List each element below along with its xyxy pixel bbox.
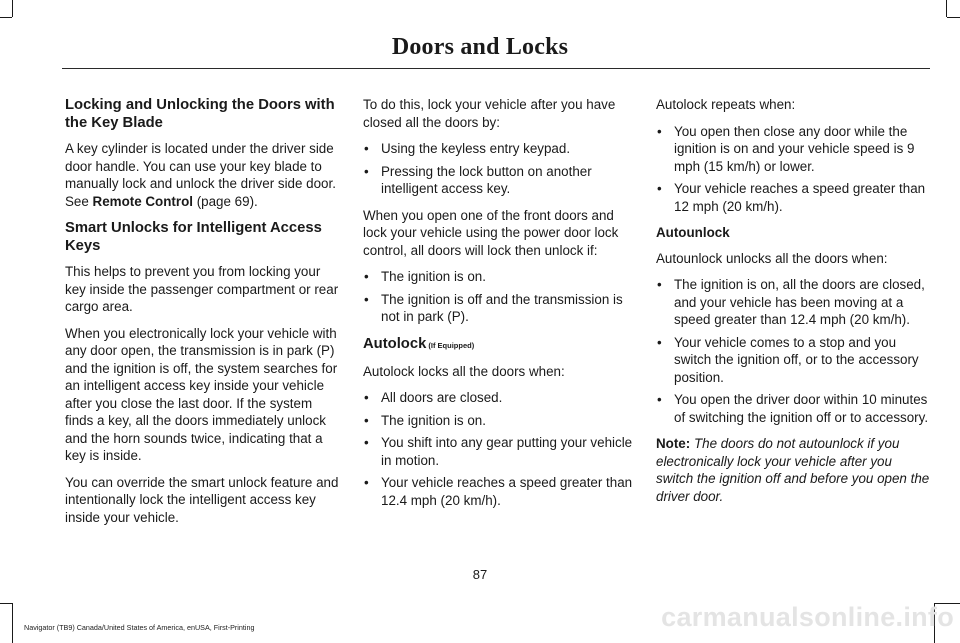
paragraph-key-cylinder bbox=[65, 140, 341, 210]
list-autolock-conditions bbox=[363, 389, 639, 509]
crop-mark-bottom-left-v bbox=[12, 603, 13, 643]
list-item: • Using the keyless entry keypad. bbox=[363, 140, 639, 158]
crop-mark-bottom-left-h bbox=[0, 603, 12, 604]
crop-mark-top-left-v bbox=[12, 0, 13, 17]
list-item: • Your vehicle comes to a stop and you switch the ignition off, or to the accessory position. bbox=[656, 334, 932, 387]
paragraph-prevent-locking: This helps to prevent you from locking your key inside the passenger compartment or rear cargo area. bbox=[65, 264, 339, 314]
crop-mark-top-left-h bbox=[0, 17, 12, 18]
page-header-title: Doors and Locks bbox=[391, 34, 569, 60]
heading-autolock bbox=[363, 335, 639, 355]
remote-control-link[interactable]: Remote Control bbox=[92, 193, 193, 209]
note-text: The doors do not autounlock if you electronically lock your vehicle after you switch the ignition off and before you open the driver door. bbox=[656, 436, 930, 504]
note-label: Note: bbox=[656, 436, 691, 451]
list-unlock-conditions bbox=[363, 268, 639, 326]
column-3 bbox=[656, 96, 932, 514]
list-item: • All doors are closed. bbox=[363, 389, 639, 407]
paragraph-override: You can override the smart unlock feature and intentionally lock the intelligent access key inside your vehicle. bbox=[65, 474, 339, 525]
list-item: • Your vehicle reaches a speed greater than 12.4 mph (20 km/h). bbox=[363, 474, 639, 509]
watermark-logo: carmanualsonline.info bbox=[661, 602, 954, 632]
paragraph-autolock-repeats: Autolock repeats when: bbox=[656, 97, 796, 112]
list-item: • The ignition is on. bbox=[363, 412, 639, 430]
list-item: • You shift into any gear putting your vehicle in motion. bbox=[363, 434, 639, 469]
paragraph-lock-by: To do this, lock your vehicle after you have closed all the doors by: bbox=[363, 97, 616, 130]
list-item: • The ignition is off and the transmission is not in park (P). bbox=[363, 291, 639, 326]
list-item: • Your vehicle reaches a speed greater than 12 mph (20 km/h). bbox=[656, 180, 932, 215]
list-item: • The ignition is on. bbox=[363, 268, 639, 286]
footer-text: Navigator (TB9) Canada/United States of America, enUSA, First-Printing bbox=[24, 623, 255, 632]
if-equipped-label: (If Equipped) bbox=[426, 340, 475, 350]
key-cylinder-text: A key cylinder is located under the driver side door handle. You can use your key blade to manually lock and unlock the driver side door. See bbox=[65, 141, 336, 209]
list-autounlock-conditions bbox=[656, 276, 932, 426]
note-paragraph bbox=[656, 435, 932, 505]
list-item: • Pressing the lock button on another intelligent access key. bbox=[363, 163, 639, 198]
crop-mark-top-right-h bbox=[947, 17, 960, 18]
list-item: • You open the driver door within 10 minutes of switching the ignition off or to accessory. bbox=[656, 391, 932, 426]
column-1 bbox=[65, 96, 341, 535]
list-autolock-repeat-conditions bbox=[656, 123, 932, 216]
list-lock-methods bbox=[363, 140, 639, 198]
page-reference: (page 69). bbox=[192, 193, 258, 209]
autolock-title: Autolock bbox=[363, 335, 427, 352]
paragraph-autolock-locks: Autolock locks all the doors when: bbox=[363, 363, 565, 379]
list-item: • The ignition is on, all the doors are closed, and your vehicle has been moving at a speed greater than 12.4 mph (20 km/h). bbox=[656, 276, 932, 329]
page-number: 87 bbox=[472, 567, 488, 582]
paragraph-electronic-lock: When you electronically lock your vehicle with any door open, the transmission is in park (P) and the ignition is off, the system searches for an intelligent access key inside your vehicle after you close the last door. If the system finds a key, all the doors immediately unlock and the horn sounds twice, indicating that a key is inside. bbox=[65, 325, 338, 463]
header-rule bbox=[62, 68, 930, 69]
heading-key-blade: Locking and Unlocking the Doors with the Key Blade bbox=[65, 97, 335, 131]
list-item: • You open then close any door while the ignition is on and your vehicle speed is 9 mph (15 km/h) or lower. bbox=[656, 123, 932, 176]
paragraph-autounlock-unlocks: Autounlock unlocks all the doors when: bbox=[656, 250, 888, 266]
crop-mark-top-right-v bbox=[946, 0, 947, 17]
column-2 bbox=[363, 96, 639, 518]
heading-autounlock: Autounlock bbox=[656, 225, 730, 240]
heading-smart-unlocks: Smart Unlocks for Intelligent Access Keys bbox=[65, 220, 322, 254]
paragraph-front-doors: When you open one of the front doors and lock your vehicle using the power door lock control, all doors will lock then unlock if: bbox=[363, 207, 619, 258]
